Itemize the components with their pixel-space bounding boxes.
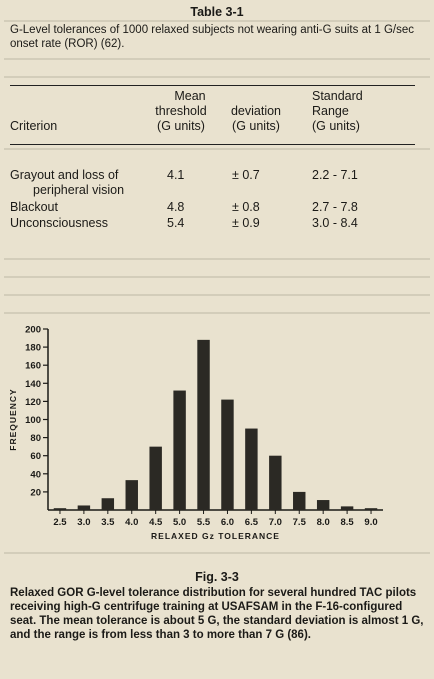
histogram-bar (149, 447, 161, 510)
y-tick-label: 160 (25, 360, 41, 372)
x-tick-label: 4.0 (125, 517, 139, 528)
y-tick-label: 140 (25, 378, 41, 390)
histogram-bar (78, 505, 90, 510)
figure-title: Fig. 3-3 (195, 570, 239, 584)
row-grayout-criterion: Grayout and loss of (10, 168, 119, 182)
header-range: Range (312, 104, 349, 118)
y-tick-label: 40 (30, 469, 41, 481)
header-threshold-top: Mean (174, 89, 206, 103)
header-threshold-unit: (G units) (157, 119, 205, 133)
y-tick-label: 180 (25, 342, 41, 354)
header-criterion: Criterion (10, 119, 58, 133)
row-unconsciousness-criterion: Unconsciousness (10, 216, 108, 230)
x-tick-label: 6.0 (220, 517, 235, 528)
histogram-bar (245, 429, 257, 510)
x-tick-label: 3.0 (77, 517, 91, 528)
histogram-bar (365, 508, 377, 510)
row-blackout-deviation: ± 0.8 (232, 200, 260, 214)
histogram-bar (54, 508, 66, 510)
row-blackout-range: 2.7 - 7.8 (312, 200, 358, 214)
histogram-bar (293, 492, 305, 510)
y-tick-label: 60 (30, 451, 41, 463)
table-caption: G-Level tolerances of 1000 relaxed subjects not wearing anti-G suits at 1 G/sec onset rate (ROR) (62). (10, 24, 414, 50)
histogram-bar (173, 391, 185, 510)
header-range-top: Standard (312, 89, 363, 103)
x-tick-label: 9.0 (364, 517, 378, 528)
x-tick-label: 5.0 (172, 517, 187, 528)
x-tick-label: 7.5 (292, 517, 306, 528)
y-tick-label: 80 (30, 433, 41, 445)
histogram-bar (317, 500, 329, 510)
histogram-bar (102, 498, 114, 510)
y-tick-label: 20 (30, 487, 41, 499)
x-tick-label: 7.0 (268, 517, 282, 528)
y-axis-label: FREQUENCY (8, 388, 18, 451)
y-tick-label: 120 (25, 396, 41, 408)
x-tick-label: 8.0 (316, 517, 330, 528)
x-tick-label: 2.5 (53, 517, 67, 528)
row-unconsciousness-threshold: 5.4 (167, 216, 185, 230)
header-deviation-unit: (G units) (232, 119, 280, 133)
x-tick-label: 8.5 (340, 517, 354, 528)
y-tick-label: 100 (25, 415, 41, 426)
row-grayout-deviation: ± 0.7 (232, 168, 260, 182)
row-grayout-criterion-cont: peripheral vision (33, 183, 125, 197)
row-blackout-criterion: Blackout (10, 200, 58, 214)
x-axis-label: RELAXED Gz TOLERANCE (151, 531, 280, 541)
histogram-bar (269, 456, 281, 510)
histogram-bar (126, 480, 138, 510)
row-grayout-range: 2.2 - 7.1 (312, 168, 358, 182)
row-unconsciousness-range: 3.0 - 8.4 (312, 216, 358, 230)
histogram-bar (197, 340, 209, 510)
x-tick-label: 6.5 (244, 517, 259, 528)
x-tick-label: 4.5 (149, 517, 163, 528)
x-tick-label: 5.5 (196, 517, 211, 528)
figure-caption: Relaxed GOR G-level tolerance distribution for several hundred TAC pilots receiving high-G centrifuge training at USAFSAM in the F-16-configured seat. The mean tolerance is about 5 G, the standard deviation is almost 1 G, and the range is from less than 3 to more than 7 G (86). (10, 587, 424, 641)
header-deviation: deviation (230, 104, 282, 118)
row-blackout-threshold: 4.8 (167, 200, 185, 214)
header-range-unit: (G units) (312, 119, 360, 133)
row-unconsciousness-deviation: ± 0.9 (232, 216, 260, 230)
table-title: Table 3-1 (190, 5, 244, 19)
x-tick-label: 3.5 (101, 517, 115, 528)
histogram-bar (341, 506, 353, 510)
histogram-bar (221, 400, 233, 510)
y-tick-label: 200 (25, 324, 41, 336)
header-threshold: threshold (155, 104, 207, 118)
row-grayout-threshold: 4.1 (167, 168, 185, 182)
